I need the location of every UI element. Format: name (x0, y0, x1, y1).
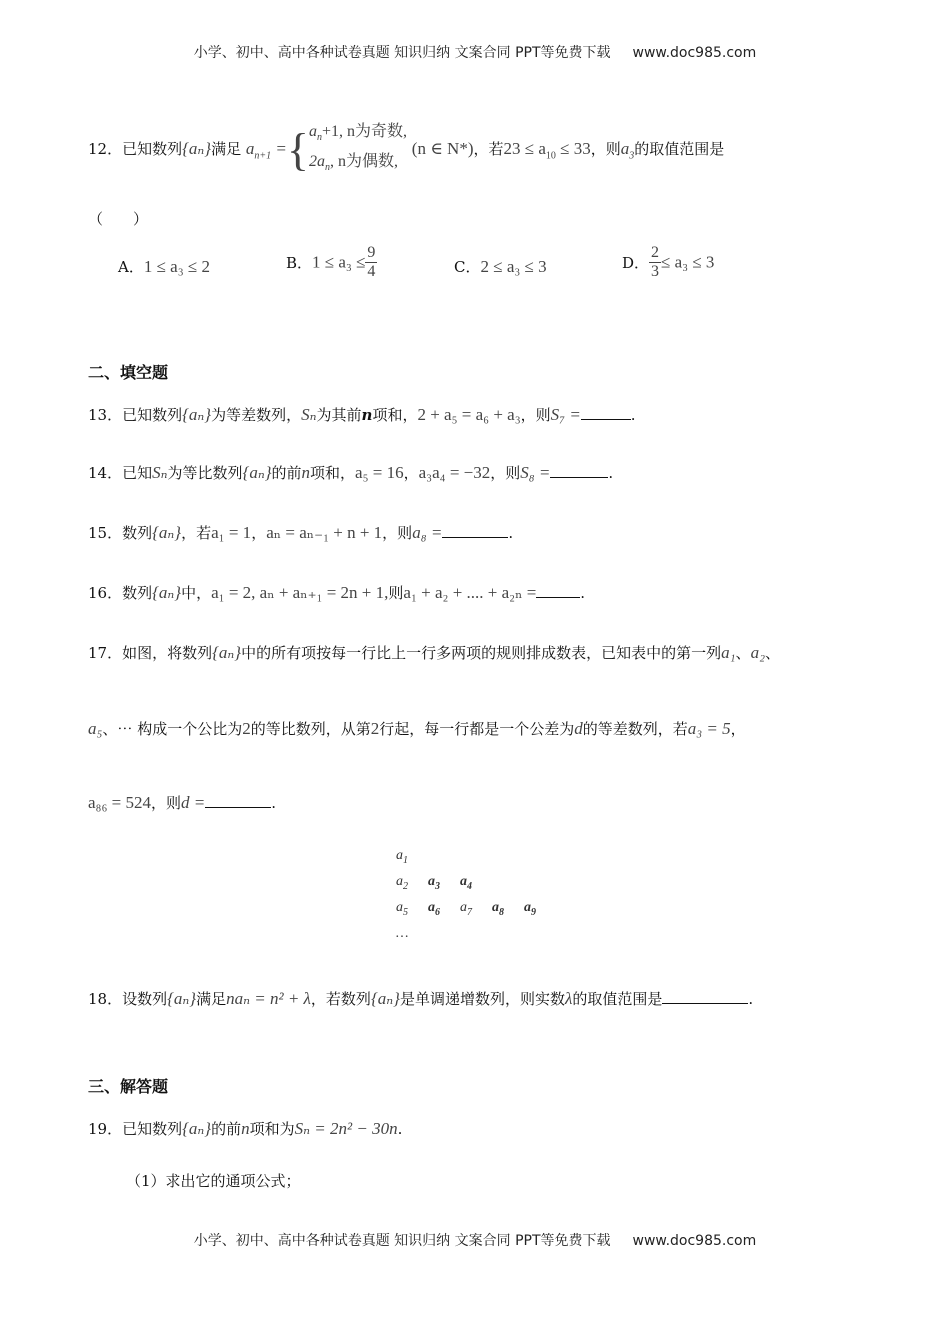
case-odd-text: +1, n为奇数, (321, 123, 408, 140)
a5-symbol: a₅ (88, 719, 103, 738)
option-b-label: B． (286, 254, 313, 272)
q12-text: 的取值范围是 (634, 140, 725, 159)
q15-text: 数列 (122, 524, 153, 542)
table-cell: $a_9$ (524, 900, 536, 918)
sequence-an: {aₙ} (182, 405, 212, 424)
q18-number: 18． (88, 990, 123, 1008)
q17-text: 、⋯ 构成一个公比为 (102, 720, 243, 738)
q18-text: ，若数列 (310, 990, 371, 1008)
q18-text: 设数列 (122, 990, 168, 1008)
header-text: 小学、初中、高中各种试卷真题 知识归纳 文案合同 PPT等免费下载 (193, 45, 611, 61)
sequence-an: {aₙ} (152, 523, 182, 542)
q15-text: ，若 (181, 524, 212, 542)
piecewise-cases (309, 120, 407, 180)
q16-text: 数列 (122, 584, 153, 602)
q14-text: 项和， (310, 464, 356, 482)
sequence-an: {aₙ} (182, 1119, 212, 1138)
q17-text: 中的所有项按每一行比上一行多两项的规则排成数表，已知表中的第一列 (241, 644, 722, 662)
answer-blank[interactable] (205, 793, 271, 808)
q17-text: 行起，每一行都是一个公差为 (379, 720, 575, 738)
q16-equation: a₁ = 2, aₙ + aₙ₊₁ = 2n + 1, (211, 583, 389, 602)
fraction-numerator: 9 (367, 244, 376, 261)
q15-eq2: aₙ = aₙ₋₁ + n + 1 (266, 523, 383, 542)
table-cell: $a_3$ (428, 874, 440, 892)
ratio-value: 2 (242, 719, 251, 738)
s7-symbol: S₇ = (550, 405, 581, 424)
period: . (580, 584, 586, 602)
option-d-formula: ≤ a₃ ≤ 3 (661, 252, 715, 272)
question-17-line-2 (88, 718, 746, 739)
d-symbol: d = (181, 793, 206, 812)
q14-text: 的前 (271, 464, 302, 482)
table-row (396, 926, 556, 952)
question-18 (88, 988, 753, 1009)
a3-condition: a₃ = 5 (687, 719, 731, 738)
period: . (508, 524, 514, 542)
option-c-label: C． (454, 258, 481, 276)
q17-text: ，则 (151, 794, 182, 812)
q12-number: 12． (88, 140, 123, 159)
separator: 、 (735, 644, 751, 662)
section-answers: 三、解答题 (88, 1077, 169, 1096)
a2-symbol: a₂ (750, 643, 765, 662)
q18-text: 的取值范围是 (572, 990, 663, 1008)
q14-number: 14． (88, 464, 123, 482)
q19-text: 的前 (211, 1120, 242, 1138)
table-cell: $a_6$ (428, 900, 440, 918)
separator: 、 (764, 644, 780, 662)
answer-blank[interactable] (581, 405, 631, 420)
q12-text: ，若 (473, 140, 504, 159)
table-cell: $a_8$ (492, 900, 504, 918)
q13-text: 为等差数列， (211, 406, 302, 424)
option-b[interactable] (286, 244, 377, 281)
sequence-an: {aₙ} (370, 989, 400, 1008)
answer-blank[interactable] (442, 523, 508, 538)
q14-text: 已知 (122, 464, 153, 482)
table-cell: $a_4$ (460, 874, 472, 892)
q15-text: ，则 (382, 524, 413, 542)
separator: ， (403, 464, 419, 482)
d-symbol: d (574, 719, 583, 738)
q15-eq1: a₁ = 1 (211, 523, 252, 542)
q19-number: 19． (88, 1120, 123, 1138)
s8-symbol: S₈ = (520, 463, 551, 482)
table-row (396, 900, 556, 926)
answer-blank[interactable] (550, 463, 608, 478)
table-cell: $a_5$ (396, 900, 408, 918)
question-14: 14．已知Sₙ为等比数列{aₙ}的前n项和，a₅ = 16，a₃a₄ = −32，则S₈ = . (88, 463, 614, 482)
q14-eq1: a₅ = 16 (355, 463, 404, 482)
range-left: 23 ≤ a (503, 139, 546, 159)
case-odd-a: a (308, 123, 317, 140)
question-17-line-1 (88, 642, 780, 663)
fraction-denominator: 4 (367, 263, 376, 280)
a3-symbol: $a_3$ (620, 139, 635, 162)
header-site[interactable]: www.doc985.com (632, 45, 757, 61)
sn-symbol: Sₙ (301, 405, 317, 424)
option-c[interactable] (454, 256, 547, 277)
footer-site[interactable]: www.doc985.com (632, 1233, 757, 1249)
option-a-formula: 1 ≤ a₃ ≤ 2 (143, 257, 210, 276)
q16-number: 16． (88, 584, 123, 602)
a8-symbol: a₈ = (412, 523, 443, 542)
q18-text: 是单调递增数列，则实数 (399, 990, 565, 1008)
q12-text: 满足 (211, 140, 242, 159)
formula-a-n-plus-1: $a_{n+1}$ = (245, 139, 287, 162)
case-even-text: , n为偶数, (329, 153, 398, 171)
case-even-a: 2a (308, 153, 325, 171)
sequence-an: {aₙ} (212, 643, 242, 662)
option-b-formula: 1 ≤ a₃ ≤ (312, 252, 366, 272)
sequence-an: {aₙ} (152, 583, 182, 602)
question-15 (88, 522, 513, 543)
section-fill-in: 二、填空题 (88, 363, 169, 382)
q17-number: 17． (88, 644, 123, 662)
footer-text: 小学、初中、高中各种试卷真题 知识归纳 文案合同 PPT等免费下载 (193, 1233, 611, 1249)
sequence-an: {aₙ} (242, 463, 272, 482)
period: . (608, 464, 614, 482)
q12-paren: （ ） (88, 210, 149, 228)
table-row (396, 874, 556, 900)
q16-text: 则 (388, 584, 404, 602)
q15-number: 15． (88, 524, 123, 542)
period: . (397, 1120, 403, 1138)
question-17-line-3 (88, 792, 276, 813)
table-cell: $a_7$ (460, 900, 472, 918)
period: . (748, 990, 754, 1008)
separator: ， (251, 524, 267, 542)
row-value: 2 (370, 719, 380, 738)
table-cell: $a_2$ (396, 874, 408, 892)
q12-text: 已知数列 (122, 140, 183, 159)
sequence-table (396, 848, 556, 952)
question-12 (88, 120, 724, 180)
sequence-an: {aₙ} (182, 139, 212, 159)
sn-symbol: Sₙ (152, 463, 168, 482)
q19-equation: Sₙ = 2n² − 30n (294, 1119, 398, 1138)
option-a-label: A． (118, 258, 144, 276)
page-footer (0, 1230, 950, 1250)
q13-equation: 2 + a₅ = a₆ + a₃ (417, 405, 521, 424)
n-symbol: n (361, 406, 373, 424)
q19-text: 项和为 (249, 1120, 295, 1138)
q14-text: ，则 (490, 464, 521, 482)
option-d[interactable] (622, 244, 714, 281)
q13-text: ，则 (520, 406, 551, 424)
case-even: $2a_n$, n为偶数, (308, 153, 398, 174)
option-d-label: D． (622, 254, 650, 272)
lambda-symbol: λ (564, 989, 573, 1008)
q17-text: ， (730, 720, 746, 738)
case-odd: $a_n+1$, n为奇数, (308, 123, 408, 144)
table-row (396, 848, 556, 874)
q17-text: 如图，将数列 (122, 644, 213, 662)
table-cell: … (396, 926, 409, 941)
q17-text: 的等比数列，从第 (250, 720, 371, 738)
q13-text: 已知数列 (122, 406, 183, 424)
question-19 (88, 1118, 402, 1139)
table-cell: $a_1$ (396, 848, 408, 866)
a86-condition: a₈₆ = 524 (88, 793, 151, 812)
q16-text: 中， (181, 584, 212, 602)
option-c-formula: 2 ≤ a₃ ≤ 3 (480, 257, 547, 276)
answer-blank[interactable] (536, 583, 580, 598)
q12-text: ，则 (590, 140, 621, 159)
q13-text: 项和， (372, 406, 418, 424)
q13-number: 13． (88, 406, 123, 424)
range-right: ≤ 33 (555, 139, 591, 159)
a1-symbol: a₁ (721, 643, 736, 662)
brace-symbol: { (286, 124, 309, 176)
fraction-9-4 (365, 244, 377, 281)
page-header (0, 42, 950, 62)
q16-sum: a₁ + a₂ + .... + a₂ₙ = (403, 583, 537, 602)
q19-subquestion-1: （1）求出它的通项公式； (126, 1172, 301, 1190)
fraction-numerator: 2 (651, 244, 660, 261)
period: . (630, 406, 636, 424)
q17-text: 的等差数列，若 (582, 720, 688, 738)
question-16 (88, 582, 585, 603)
q19-text: 已知数列 (122, 1120, 183, 1138)
q18-text: 满足 (196, 990, 227, 1008)
natural-condition: (n ∈ N*) (411, 139, 474, 159)
answer-blank[interactable] (662, 989, 748, 1004)
q18-equation: naₙ = n² + λ (226, 989, 311, 1008)
q13-text: 为其前 (316, 406, 362, 424)
option-a[interactable] (118, 256, 210, 277)
range-a10: $23 \le a_{10} \le 33$ (503, 139, 591, 162)
fraction-denominator: 3 (651, 263, 660, 280)
n-symbol: n (241, 1119, 250, 1138)
period: . (271, 794, 277, 812)
fraction-2-3 (649, 244, 661, 281)
sequence-an: {aₙ} (167, 989, 197, 1008)
q14-eq2: a₃a₄ = −32 (418, 463, 491, 482)
q14-text: 为等比数列 (167, 464, 243, 482)
question-13 (88, 404, 636, 425)
